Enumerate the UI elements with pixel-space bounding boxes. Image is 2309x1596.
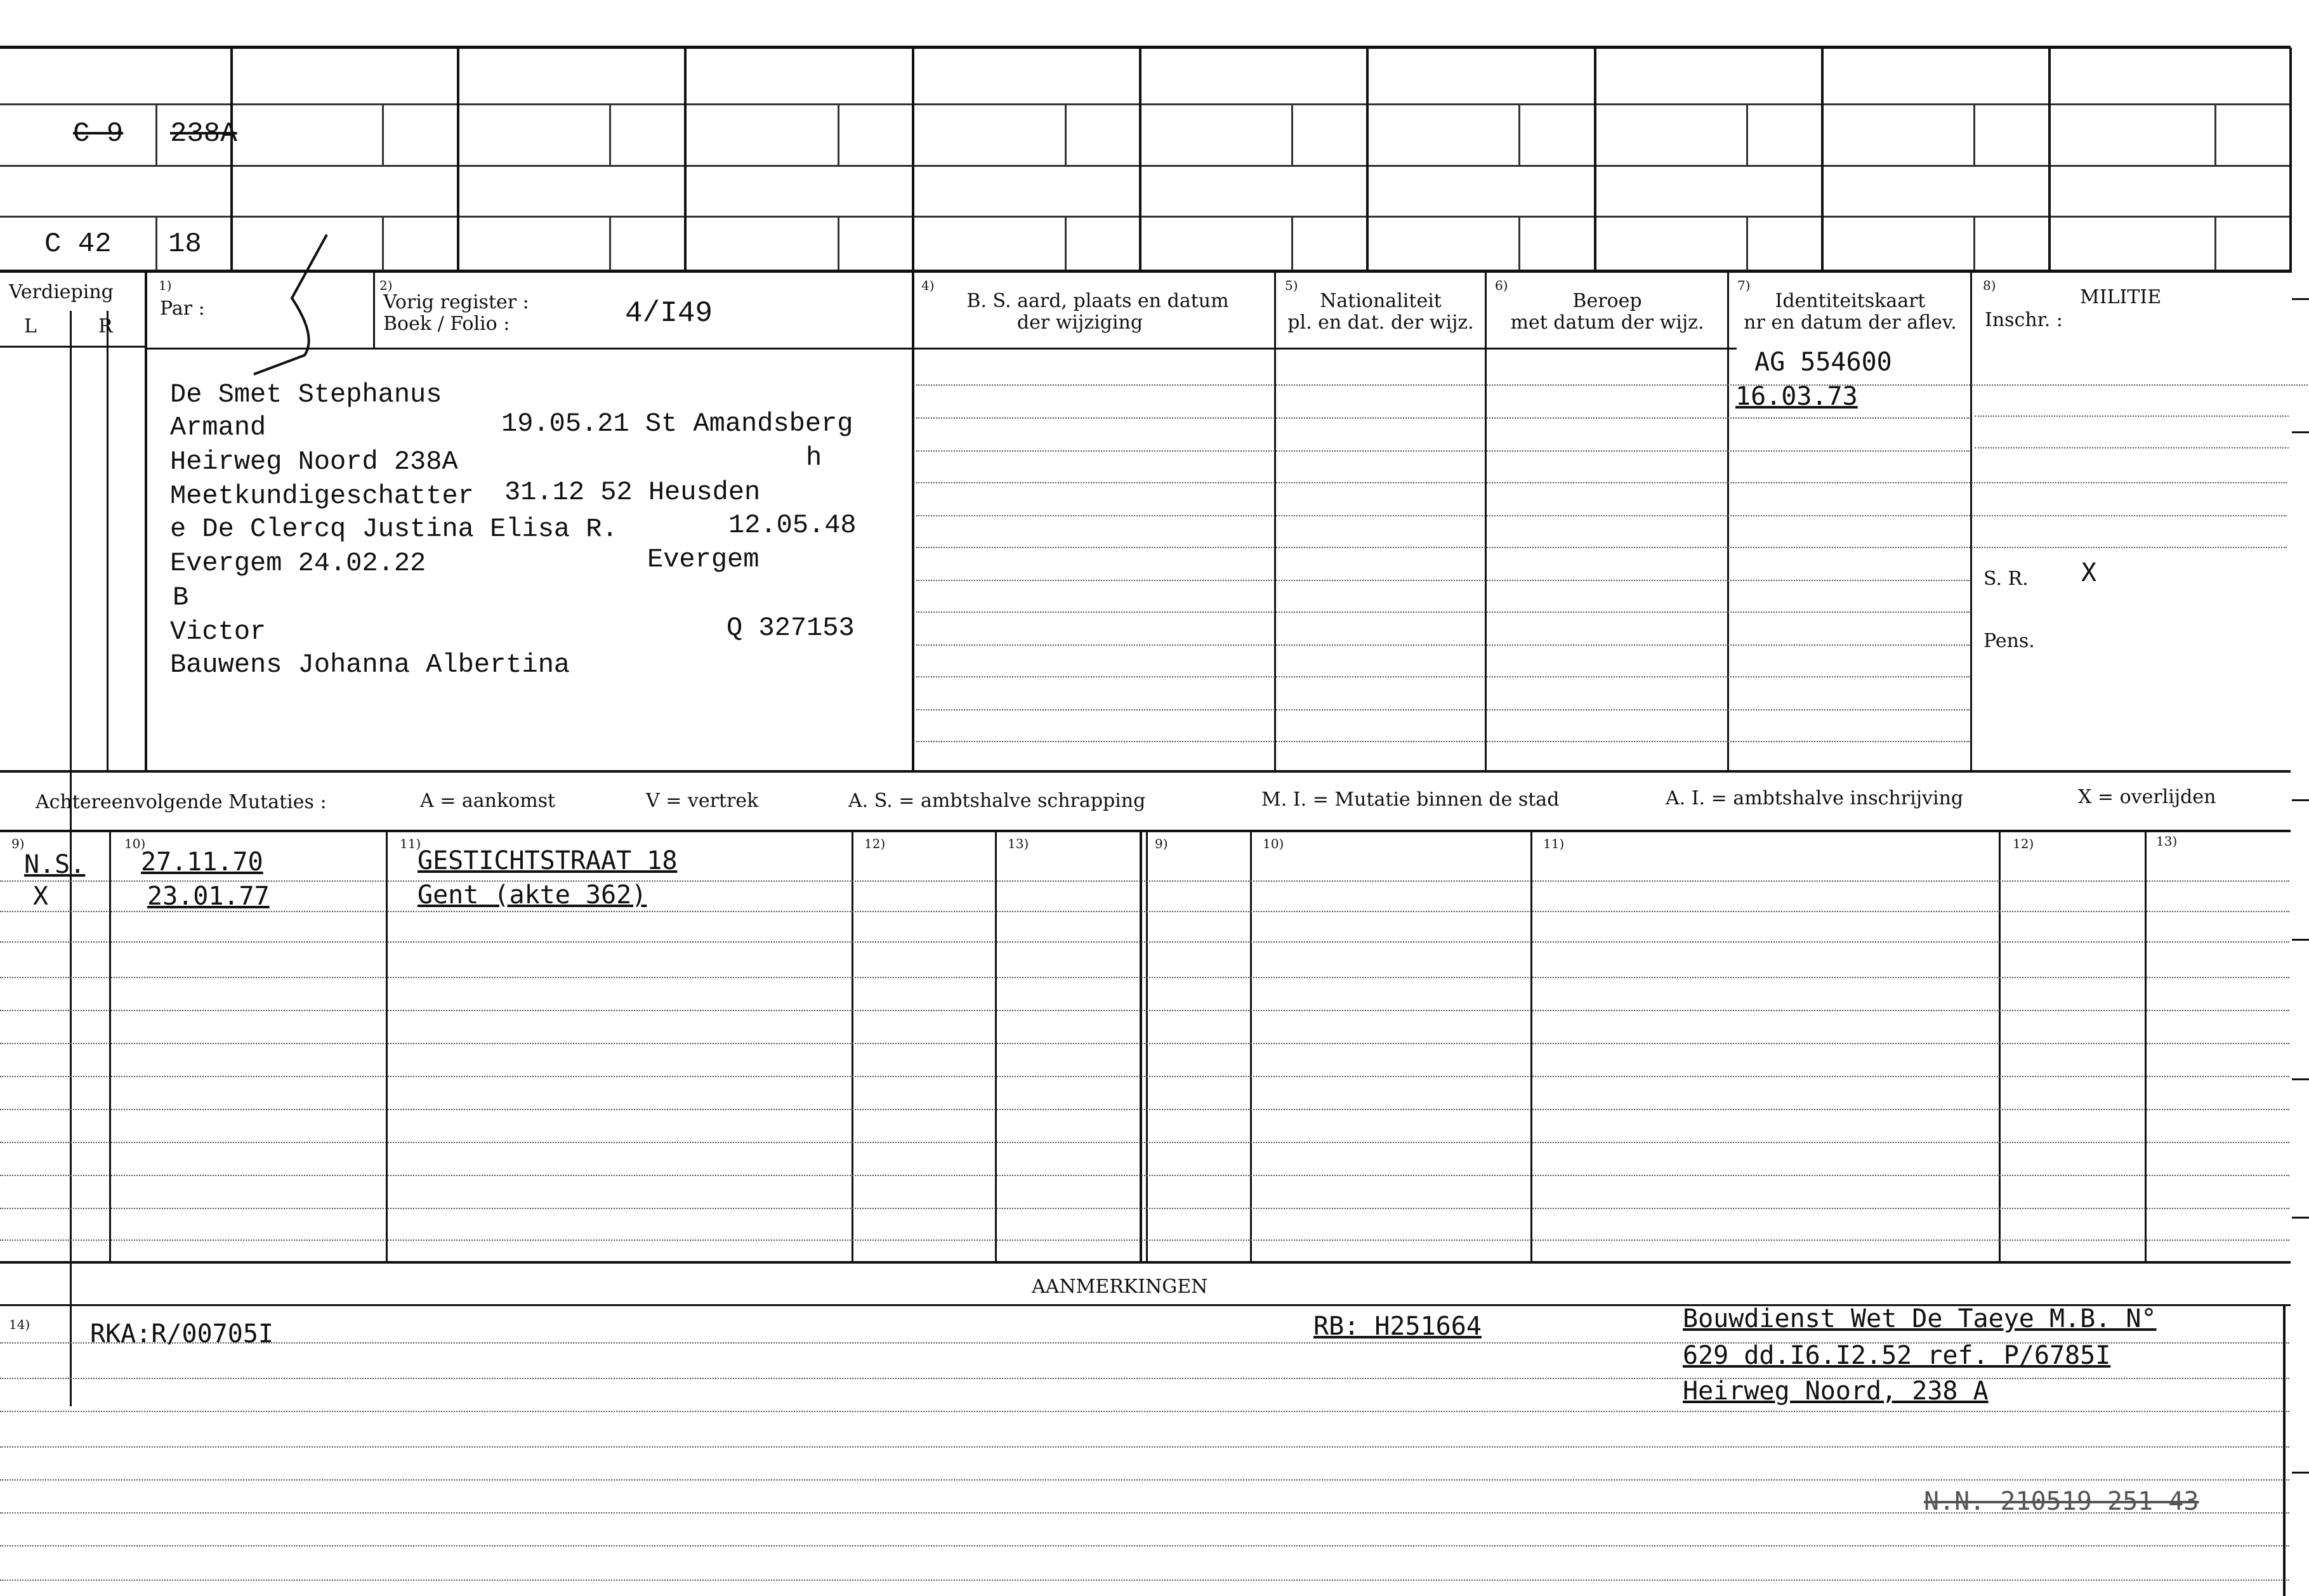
id-num: 7)	[1737, 278, 1751, 293]
boek-label: Boek / Folio :	[383, 313, 510, 335]
person-line5b: 12.05.48	[728, 510, 857, 540]
legend-v: V = vertrek	[646, 790, 759, 812]
person-line7: B	[173, 582, 189, 613]
bs-num: 4)	[921, 278, 935, 293]
person-line4a: Meetkundigeschatter	[170, 481, 474, 511]
grid-row1-left: C 9	[73, 118, 124, 150]
verdieping-l: L	[24, 315, 37, 337]
mutation-1-place: GESTICHTSTRAAT 18	[418, 846, 678, 875]
grid-row1-right: 238A	[170, 118, 237, 150]
remarks-num: 14)	[9, 1317, 30, 1332]
id-card-number: AG 554600	[1754, 348, 1892, 377]
col11-num: 11)	[400, 836, 421, 851]
grid-row2-left: C 42	[44, 228, 112, 260]
mil-num: 8)	[1983, 278, 1996, 293]
person-line8b: Q 327153	[727, 613, 855, 643]
nat-num: 5)	[1285, 278, 1298, 293]
pens-label: Pens.	[1983, 630, 2035, 652]
mutation-2-place: Gent (akte 362)	[418, 880, 647, 910]
col13b-num: 13)	[2156, 834, 2178, 849]
sr-label: S. R.	[1983, 568, 2029, 590]
person-line8a: Victor	[170, 617, 266, 647]
bs-line2: der wijziging	[1016, 311, 1143, 334]
legend-ai: A. I. = ambtshalve inschrijving	[1666, 787, 1964, 809]
remarks-bouw1: Bouwdienst Wet De Taeye M.B. N°	[1683, 1304, 2157, 1333]
remarks-bouw2: 629 dd.I6.I2.52 ref. P/6785I	[1683, 1341, 2111, 1370]
remarks-rka: RKA:R/00705I	[90, 1319, 273, 1349]
grid-row2-right: 18	[168, 228, 202, 260]
col10b-num: 10)	[1263, 836, 1284, 851]
legend-title: Achtereenvolgende Mutaties :	[36, 791, 327, 813]
legend-x: X = overlijden	[2078, 786, 2216, 808]
col9b-num: 9)	[1155, 836, 1168, 851]
col12b-num: 12)	[2013, 836, 2034, 851]
vorig-num: 2)	[379, 278, 393, 293]
col12-num: 12)	[864, 836, 886, 851]
vorig-label: Vorig register :	[383, 291, 529, 313]
mutation-1-date: 27.11.70	[141, 847, 263, 877]
sr-value: X	[2081, 558, 2097, 587]
mutation-2-date: 23.01.77	[147, 882, 270, 911]
beroep-num: 6)	[1495, 278, 1508, 293]
col9-num: 9)	[11, 836, 25, 851]
id-line1: Identiteitskaart	[1775, 290, 1926, 312]
remarks-nn: N.N. 210519 251 43	[1924, 1487, 2199, 1516]
check-mark-icon	[241, 228, 355, 381]
boek-value: 4/I49	[625, 297, 713, 330]
verdieping-label: Verdieping	[9, 281, 114, 303]
person-line3a: Heirweg Noord 238A	[170, 447, 458, 477]
remarks-title: AANMERKINGEN	[1032, 1276, 1208, 1298]
legend-mi: M. I. = Mutatie binnen de stad	[1261, 788, 1560, 811]
legend-a: A = aankomst	[420, 790, 556, 812]
person-line4b: 31.12 52 Heusden	[504, 477, 761, 507]
person-line2a: Armand	[170, 412, 266, 443]
remarks-bouw3: Heirweg Noord, 238 A	[1683, 1377, 1989, 1406]
mutation-2-code: X	[33, 882, 49, 911]
nat-line2: pl. en dat. der wijz.	[1287, 311, 1474, 334]
col13-num: 13)	[1008, 836, 1029, 851]
person-line5a: e De Clercq Justina Elisa R.	[170, 514, 618, 544]
remarks-rb: RB: H251664	[1313, 1312, 1482, 1341]
id-card-date: 16.03.73	[1735, 382, 1858, 411]
nat-line1: Nationaliteit	[1320, 290, 1442, 312]
col11b-num: 11)	[1543, 836, 1565, 851]
person-line2b: 19.05.21 St Amandsberg	[501, 409, 853, 439]
person-line6b: Evergem	[647, 544, 760, 575]
person-line9: Bauwens Johanna Albertina	[170, 650, 570, 680]
col10-num: 10)	[124, 836, 146, 851]
legend-as: A. S. = ambtshalve schrapping	[848, 790, 1146, 812]
mutation-1-code: N.S.	[24, 850, 86, 879]
inschr-label: Inschr. :	[1985, 309, 2063, 331]
person-line3b: h	[806, 443, 822, 473]
beroep-line2: met datum der wijz.	[1510, 311, 1704, 334]
beroep-line1: Beroep	[1572, 290, 1642, 312]
bs-line1: B. S. aard, plaats en datum	[966, 290, 1229, 312]
id-line2: nr en datum der aflev.	[1744, 311, 1957, 334]
par-num: 1)	[159, 278, 172, 293]
verdieping-r: R	[98, 315, 113, 337]
person-line1: De Smet Stephanus	[170, 379, 442, 410]
mil-title: MILITIE	[2080, 286, 2162, 308]
par-label: Par :	[160, 298, 205, 320]
person-line6a: Evergem 24.02.22	[170, 548, 426, 579]
